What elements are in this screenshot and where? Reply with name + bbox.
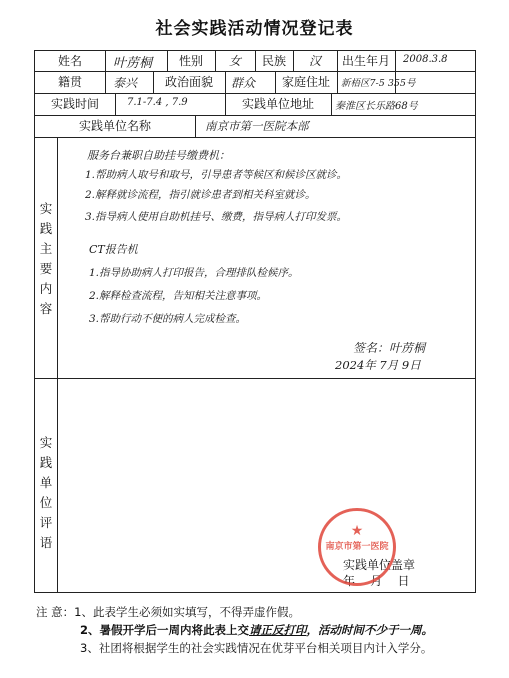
time-value: 7.1-7.4 , 7.9 [127,97,188,108]
unit-value: 南京市第一医院本部 [205,119,309,133]
gender-value: 女 [229,54,242,68]
label-char: 要 [39,261,53,276]
evaluation-section-label [38,433,54,553]
sign-date: 2024年 7月 9日 [335,358,421,372]
note-line [36,621,433,639]
col-divider [225,71,226,93]
col-divider [115,93,116,115]
col-divider [57,137,58,592]
content-line: 服务台兼职自助挂号缴费机： [87,149,230,162]
notes-heading: 注 意： [36,605,75,619]
content-line: 2.解释检查流程，告知相关注意事项。 [89,290,268,302]
star-icon: ★ [350,523,364,539]
note-item: 2、暑假开学后一周内将此表上交 [80,623,249,637]
political-value: 群众 [231,76,256,90]
birth-label: 出生年月 [341,54,390,68]
political-label: 政治面貌 [164,75,213,89]
label-char: 容 [39,301,53,316]
note-emphasis: 请正反打印 [249,623,307,637]
label-char: 语 [39,535,53,550]
content-line: 1.指导协助病人打印报告，合理排队检候序。 [89,267,299,279]
origin-value: 泰兴 [113,76,138,90]
label-char: 践 [39,221,53,236]
seal-text: 南京市第一医院 [325,542,389,552]
label-char: 践 [39,455,53,470]
col-divider [195,115,196,137]
ethnicity-label: 民族 [261,54,286,68]
col-divider [293,51,294,71]
row-divider [35,137,475,138]
col-divider [331,93,332,115]
time-label: 实践时间 [50,97,99,111]
content-line: 3.指导病人使用自助机挂号、缴费，指导病人打印发票。 [85,211,348,223]
form-title: 社会实践活动情况登记表 [155,19,354,39]
label-char: 位 [39,495,53,510]
label-char: 单 [39,475,53,490]
row-divider [35,71,475,72]
label-char: 主 [39,241,53,256]
note-line [36,639,433,657]
ethnicity-value: 汉 [309,54,322,68]
note-item: 3、社团将根据学生的社会实践情况在优芽平台相关项目内计入学分。 [80,641,433,655]
seal-label: 实践单位盖章 [343,558,416,572]
row-divider [35,93,475,94]
place-label: 实践单位地址 [241,97,314,111]
name-label: 姓名 [57,54,82,68]
signature: 签名：叶苈桐 [353,341,426,355]
content-line: 2.解释就诊流程，指引就诊患者到相关科室就诊。 [85,189,316,201]
address-value: 新梧区7-5 355号 [341,78,416,89]
origin-label: 籍贯 [57,75,82,89]
label-char: 实 [39,435,53,450]
row-divider [35,115,475,116]
name-value: 叶苈桐 [113,56,153,71]
col-divider [215,51,216,71]
label-char: 实 [39,201,53,216]
label-char: 评 [39,515,53,530]
unit-label: 实践单位名称 [78,119,151,133]
official-seal [318,508,396,586]
content-line: 1.帮助病人取号和取号，引导患者等候区和候诊区就诊。 [85,169,348,181]
content-line: CT报告机 [89,243,138,256]
place-value: 秦淮区长乐路68号 [335,101,418,112]
birth-value: 2008.3.8 [403,54,448,65]
note-item: ，活动时间不少于一周。 [306,623,433,637]
note-item: 1、此表学生必须如实填写，不得弄虚作假。 [74,605,300,619]
content-section-label [38,199,54,319]
col-divider [105,51,106,93]
note-line [36,603,433,621]
label-char: 内 [39,281,53,296]
seal-date: 年 月 日 [343,574,410,588]
content-line: 3.帮助行动不便的病人完成检查。 [89,313,247,325]
row-divider [35,378,475,379]
registration-table [34,50,476,593]
gender-label: 性别 [178,54,203,68]
address-label: 家庭住址 [281,75,330,89]
notes [36,603,433,657]
